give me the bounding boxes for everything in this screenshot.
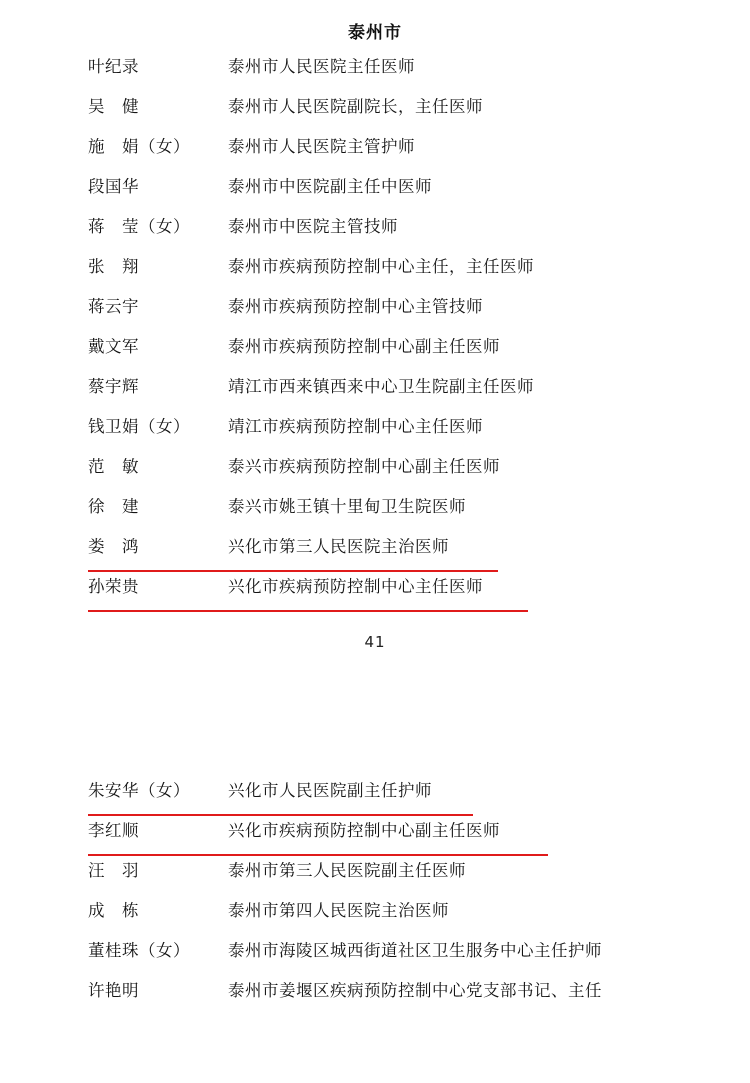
- entry-name: 徐 建: [88, 497, 139, 516]
- red-underline-annotation: [88, 854, 548, 857]
- entry-name: 施 娟（女）: [88, 137, 190, 156]
- entry-description: 泰州市中医院主管技师: [228, 217, 398, 236]
- entry-row: [88, 533, 750, 573]
- entry-name: 汪 羽: [88, 861, 139, 880]
- entry-description: 泰州市疾病预防控制中心主任，主任医师: [228, 257, 534, 276]
- entry-name: 蒋云宇: [88, 297, 139, 316]
- entry-description: 泰州市人民医院主任医师: [228, 57, 415, 76]
- entry-description: 泰州市人民医院副院长，主任医师: [228, 97, 483, 116]
- entry-name: 戴文军: [88, 337, 139, 356]
- entry-row: [88, 213, 750, 253]
- entry-list-top: [0, 53, 750, 613]
- entry-row: [88, 493, 750, 533]
- entry-row: [88, 453, 750, 493]
- entry-name: 李红顺: [88, 821, 139, 840]
- entry-name: 钱卫娟（女）: [88, 417, 190, 436]
- entry-row: [88, 817, 750, 857]
- entry-row: [88, 293, 750, 333]
- entry-name: 朱安华（女）: [88, 781, 190, 800]
- entry-row: [88, 253, 750, 293]
- entry-name: 蒋 莹（女）: [88, 217, 190, 236]
- entry-description: 兴化市疾病预防控制中心副主任医师: [228, 821, 500, 840]
- red-underline-annotation: [88, 814, 473, 817]
- entry-row: [88, 413, 750, 453]
- entry-description: 兴化市人民医院副主任护师: [228, 781, 432, 800]
- entry-name: 张 翔: [88, 257, 139, 276]
- entry-name: 段国华: [88, 177, 139, 196]
- entry-description: 泰州市疾病预防控制中心副主任医师: [228, 337, 500, 356]
- entry-description: 靖江市疾病预防控制中心主任医师: [228, 417, 483, 436]
- entry-description: 兴化市第三人民医院主治医师: [228, 537, 449, 556]
- entry-list-bottom: [0, 777, 750, 1017]
- entry-description: 靖江市西来镇西来中心卫生院副主任医师: [228, 377, 534, 396]
- entry-row: [88, 937, 750, 977]
- entry-name: 叶纪录: [88, 57, 139, 76]
- entry-row: [88, 333, 750, 373]
- red-underline-annotation: [88, 610, 528, 613]
- entry-name: 许艳明: [88, 981, 139, 1000]
- entry-name: 娄 鸿: [88, 537, 139, 556]
- entry-description: 泰州市海陵区城西街道社区卫生服务中心主任护师: [228, 941, 602, 960]
- entry-description: 泰州市第四人民医院主治医师: [228, 901, 449, 920]
- page-break-gap: [0, 651, 750, 777]
- entry-row: [88, 133, 750, 173]
- red-underline-annotation: [88, 570, 498, 573]
- entry-row: [88, 373, 750, 413]
- entry-name: 孙荣贵: [88, 577, 139, 596]
- page-title: 泰州市: [348, 23, 402, 43]
- entry-row: [88, 173, 750, 213]
- entry-row: [88, 777, 750, 817]
- entry-name: 董桂珠（女）: [88, 941, 190, 960]
- entry-name: 范 敏: [88, 457, 139, 476]
- entry-description: 泰州市姜堰区疾病预防控制中心党支部书记、主任: [228, 981, 602, 1000]
- entry-name: 吴 健: [88, 97, 139, 116]
- entry-description: 泰州市中医院副主任中医师: [228, 177, 432, 196]
- entry-row: [88, 977, 750, 1017]
- entry-description: 泰州市人民医院主管护师: [228, 137, 415, 156]
- entry-description: 泰兴市姚王镇十里甸卫生院医师: [228, 497, 466, 516]
- entry-description: 泰州市第三人民医院副主任医师: [228, 861, 466, 880]
- entry-name: 蔡宇辉: [88, 377, 139, 396]
- entry-name: 成 栋: [88, 901, 139, 920]
- entry-row: [88, 93, 750, 133]
- entry-row: [88, 857, 750, 897]
- entry-description: 泰兴市疾病预防控制中心副主任医师: [228, 457, 500, 476]
- entry-description: 兴化市疾病预防控制中心主任医师: [228, 577, 483, 596]
- entry-row: [88, 53, 750, 93]
- page-number: 41: [364, 633, 386, 651]
- entry-description: 泰州市疾病预防控制中心主管技师: [228, 297, 483, 316]
- entry-row: [88, 897, 750, 937]
- entry-row: [88, 573, 750, 613]
